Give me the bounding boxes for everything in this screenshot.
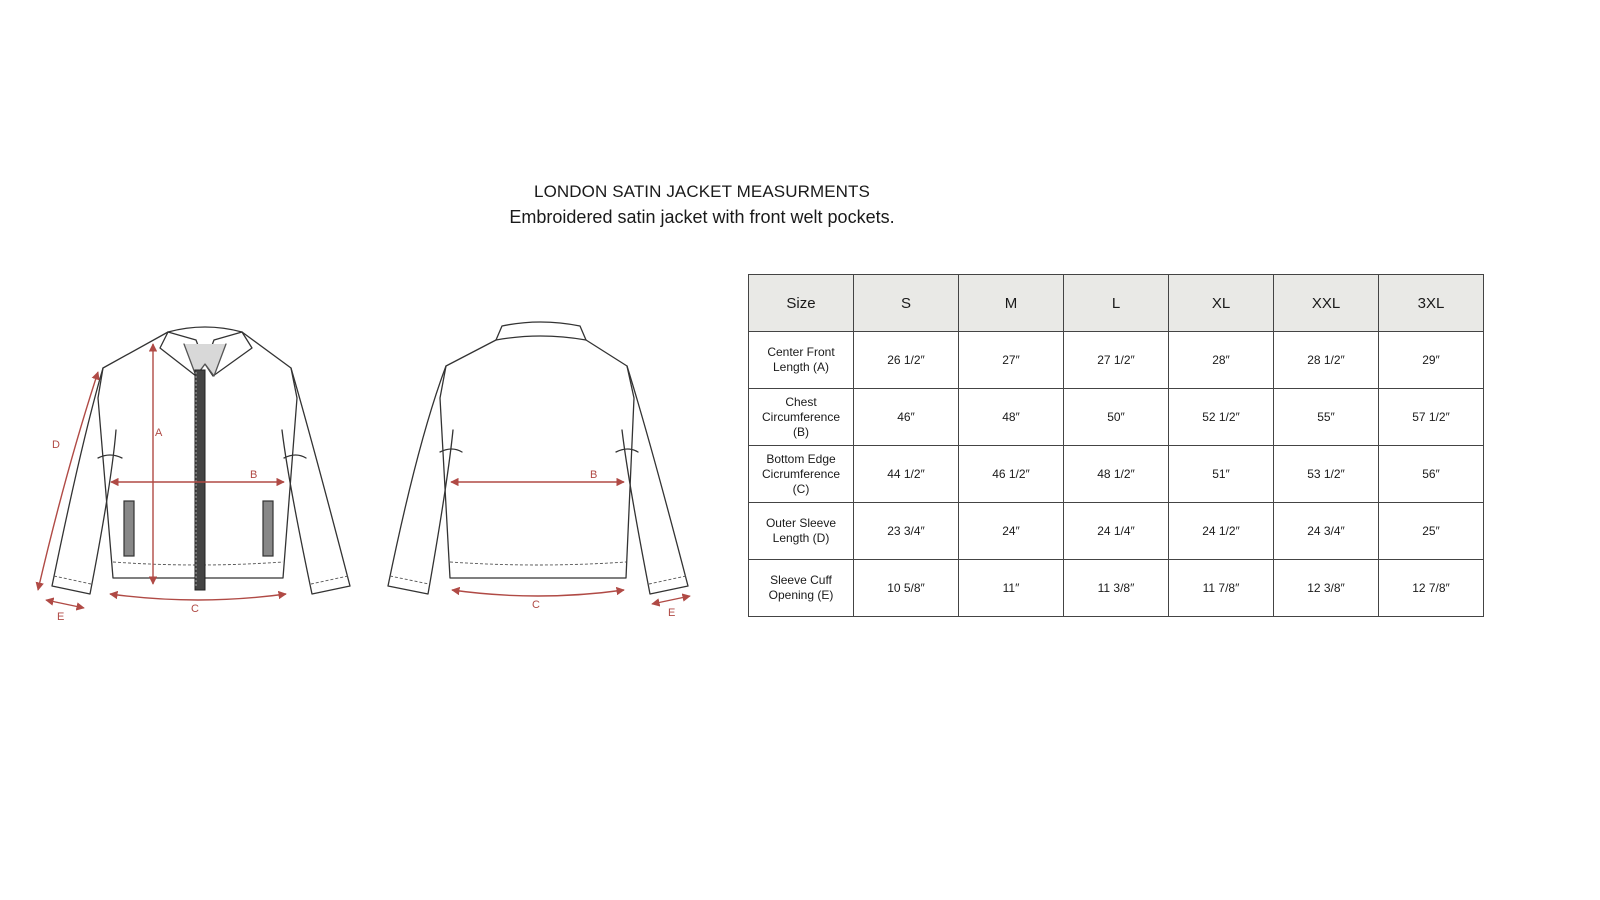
table-cell: 29″ — [1379, 332, 1484, 389]
jacket-back-view — [388, 322, 690, 619]
row-label: Center Front Length (A) — [749, 332, 854, 389]
table-cell: 28″ — [1169, 332, 1274, 389]
table-cell: 24″ — [959, 503, 1064, 560]
table-cell: 11 3/8″ — [1064, 560, 1169, 617]
table-cell: 28 1/2″ — [1274, 332, 1379, 389]
header-xl: XL — [1169, 275, 1274, 332]
row-label: Outer Sleeve Length (D) — [749, 503, 854, 560]
table-cell: 27 1/2″ — [1064, 332, 1169, 389]
size-chart-table — [748, 274, 1484, 617]
table-row — [749, 560, 1484, 617]
table-cell: 44 1/2″ — [854, 446, 959, 503]
table-cell: 24 3/4″ — [1274, 503, 1379, 560]
chart-subtitle: Embroidered satin jacket with front welt pockets. — [509, 207, 895, 227]
table-header-row — [749, 275, 1484, 332]
table-row — [749, 389, 1484, 446]
header-m: M — [959, 275, 1064, 332]
table-row — [749, 332, 1484, 389]
table-cell: 55″ — [1274, 389, 1379, 446]
table-cell: 27″ — [959, 332, 1064, 389]
table-row — [749, 446, 1484, 503]
header-s: S — [854, 275, 959, 332]
header-size: Size — [749, 275, 854, 332]
row-label: Bottom Edge Cicrumference (C) — [749, 446, 854, 503]
table-cell: 53 1/2″ — [1274, 446, 1379, 503]
measure-label-d: D — [52, 439, 60, 451]
measure-label-b: B — [250, 469, 258, 481]
table-cell: 50″ — [1064, 389, 1169, 446]
jacket-flat-sketches — [0, 0, 720, 640]
table-cell: 11 7/8″ — [1169, 560, 1274, 617]
row-label: Sleeve Cuff Opening (E) — [749, 560, 854, 617]
jacket-front-view — [38, 327, 350, 623]
back-measure-label-c: C — [532, 599, 540, 611]
measure-label-e: E — [57, 611, 65, 623]
table-cell: 51″ — [1169, 446, 1274, 503]
table-cell: 24 1/4″ — [1064, 503, 1169, 560]
header-3xl: 3XL — [1379, 275, 1484, 332]
measure-label-c: C — [191, 603, 199, 615]
header-xxl: XXL — [1274, 275, 1379, 332]
measure-label-a: A — [155, 427, 163, 439]
row-label: Chest Circumference (B) — [749, 389, 854, 446]
table-cell: 52 1/2″ — [1169, 389, 1274, 446]
table-cell: 26 1/2″ — [854, 332, 959, 389]
table-cell: 56″ — [1379, 446, 1484, 503]
table-row — [749, 503, 1484, 560]
table-cell: 12 3/8″ — [1274, 560, 1379, 617]
header-l: L — [1064, 275, 1169, 332]
back-measure-label-b: B — [590, 469, 598, 481]
table-cell: 24 1/2″ — [1169, 503, 1274, 560]
back-measure-label-e: E — [668, 607, 676, 619]
table-cell: 57 1/2″ — [1379, 389, 1484, 446]
table-cell: 23 3/4″ — [854, 503, 959, 560]
table-cell: 46″ — [854, 389, 959, 446]
table-cell: 46 1/2″ — [959, 446, 1064, 503]
chart-title: LONDON SATIN JACKET MEASURMENTS — [534, 182, 870, 201]
table-cell: 48 1/2″ — [1064, 446, 1169, 503]
table-cell: 11″ — [959, 560, 1064, 617]
table-cell: 48″ — [959, 389, 1064, 446]
table-cell: 12 7/8″ — [1379, 560, 1484, 617]
table-cell: 10 5/8″ — [854, 560, 959, 617]
table-cell: 25″ — [1379, 503, 1484, 560]
